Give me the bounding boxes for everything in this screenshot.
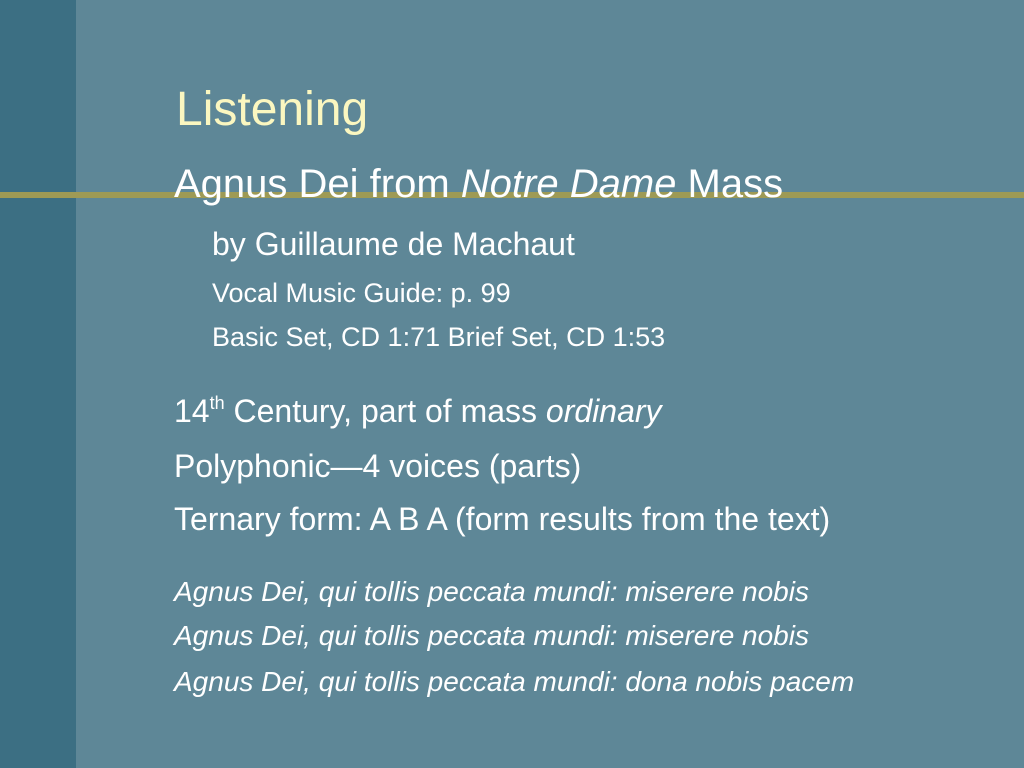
lyric-line: Agnus Dei, qui tollis peccata mundi: miserere nobis: [174, 620, 809, 651]
composer-line: by Guillaume de Machaut: [212, 226, 575, 262]
lyric-line: Agnus Dei, qui tollis peccata mundi: dona nobis pacem: [174, 666, 855, 697]
fact-century: [174, 395, 662, 427]
century-number: 14: [174, 393, 210, 429]
cd-reference: Basic Set, CD 1:71 Brief Set, CD 1:53: [212, 322, 666, 352]
fact-texture: Polyphonic—4 voices (parts): [174, 448, 582, 484]
century-ordinary: ordinary: [545, 393, 662, 429]
slide-subtitle: [174, 164, 783, 204]
fact-form: Ternary form: A B A (form results from the text): [174, 501, 831, 537]
century-text: Century, part of mass: [224, 393, 546, 429]
subtitle-suffix: Mass: [676, 162, 784, 206]
century-ordinal: th: [209, 393, 225, 413]
subtitle-prefix: Agnus Dei from: [174, 162, 461, 206]
lyric-line: Agnus Dei, qui tollis peccata mundi: miserere nobis: [174, 576, 809, 607]
subtitle-work-title: Notre Dame: [460, 162, 677, 206]
guide-reference: Vocal Music Guide: p. 99: [212, 278, 511, 308]
slide-title: Listening: [176, 83, 369, 136]
